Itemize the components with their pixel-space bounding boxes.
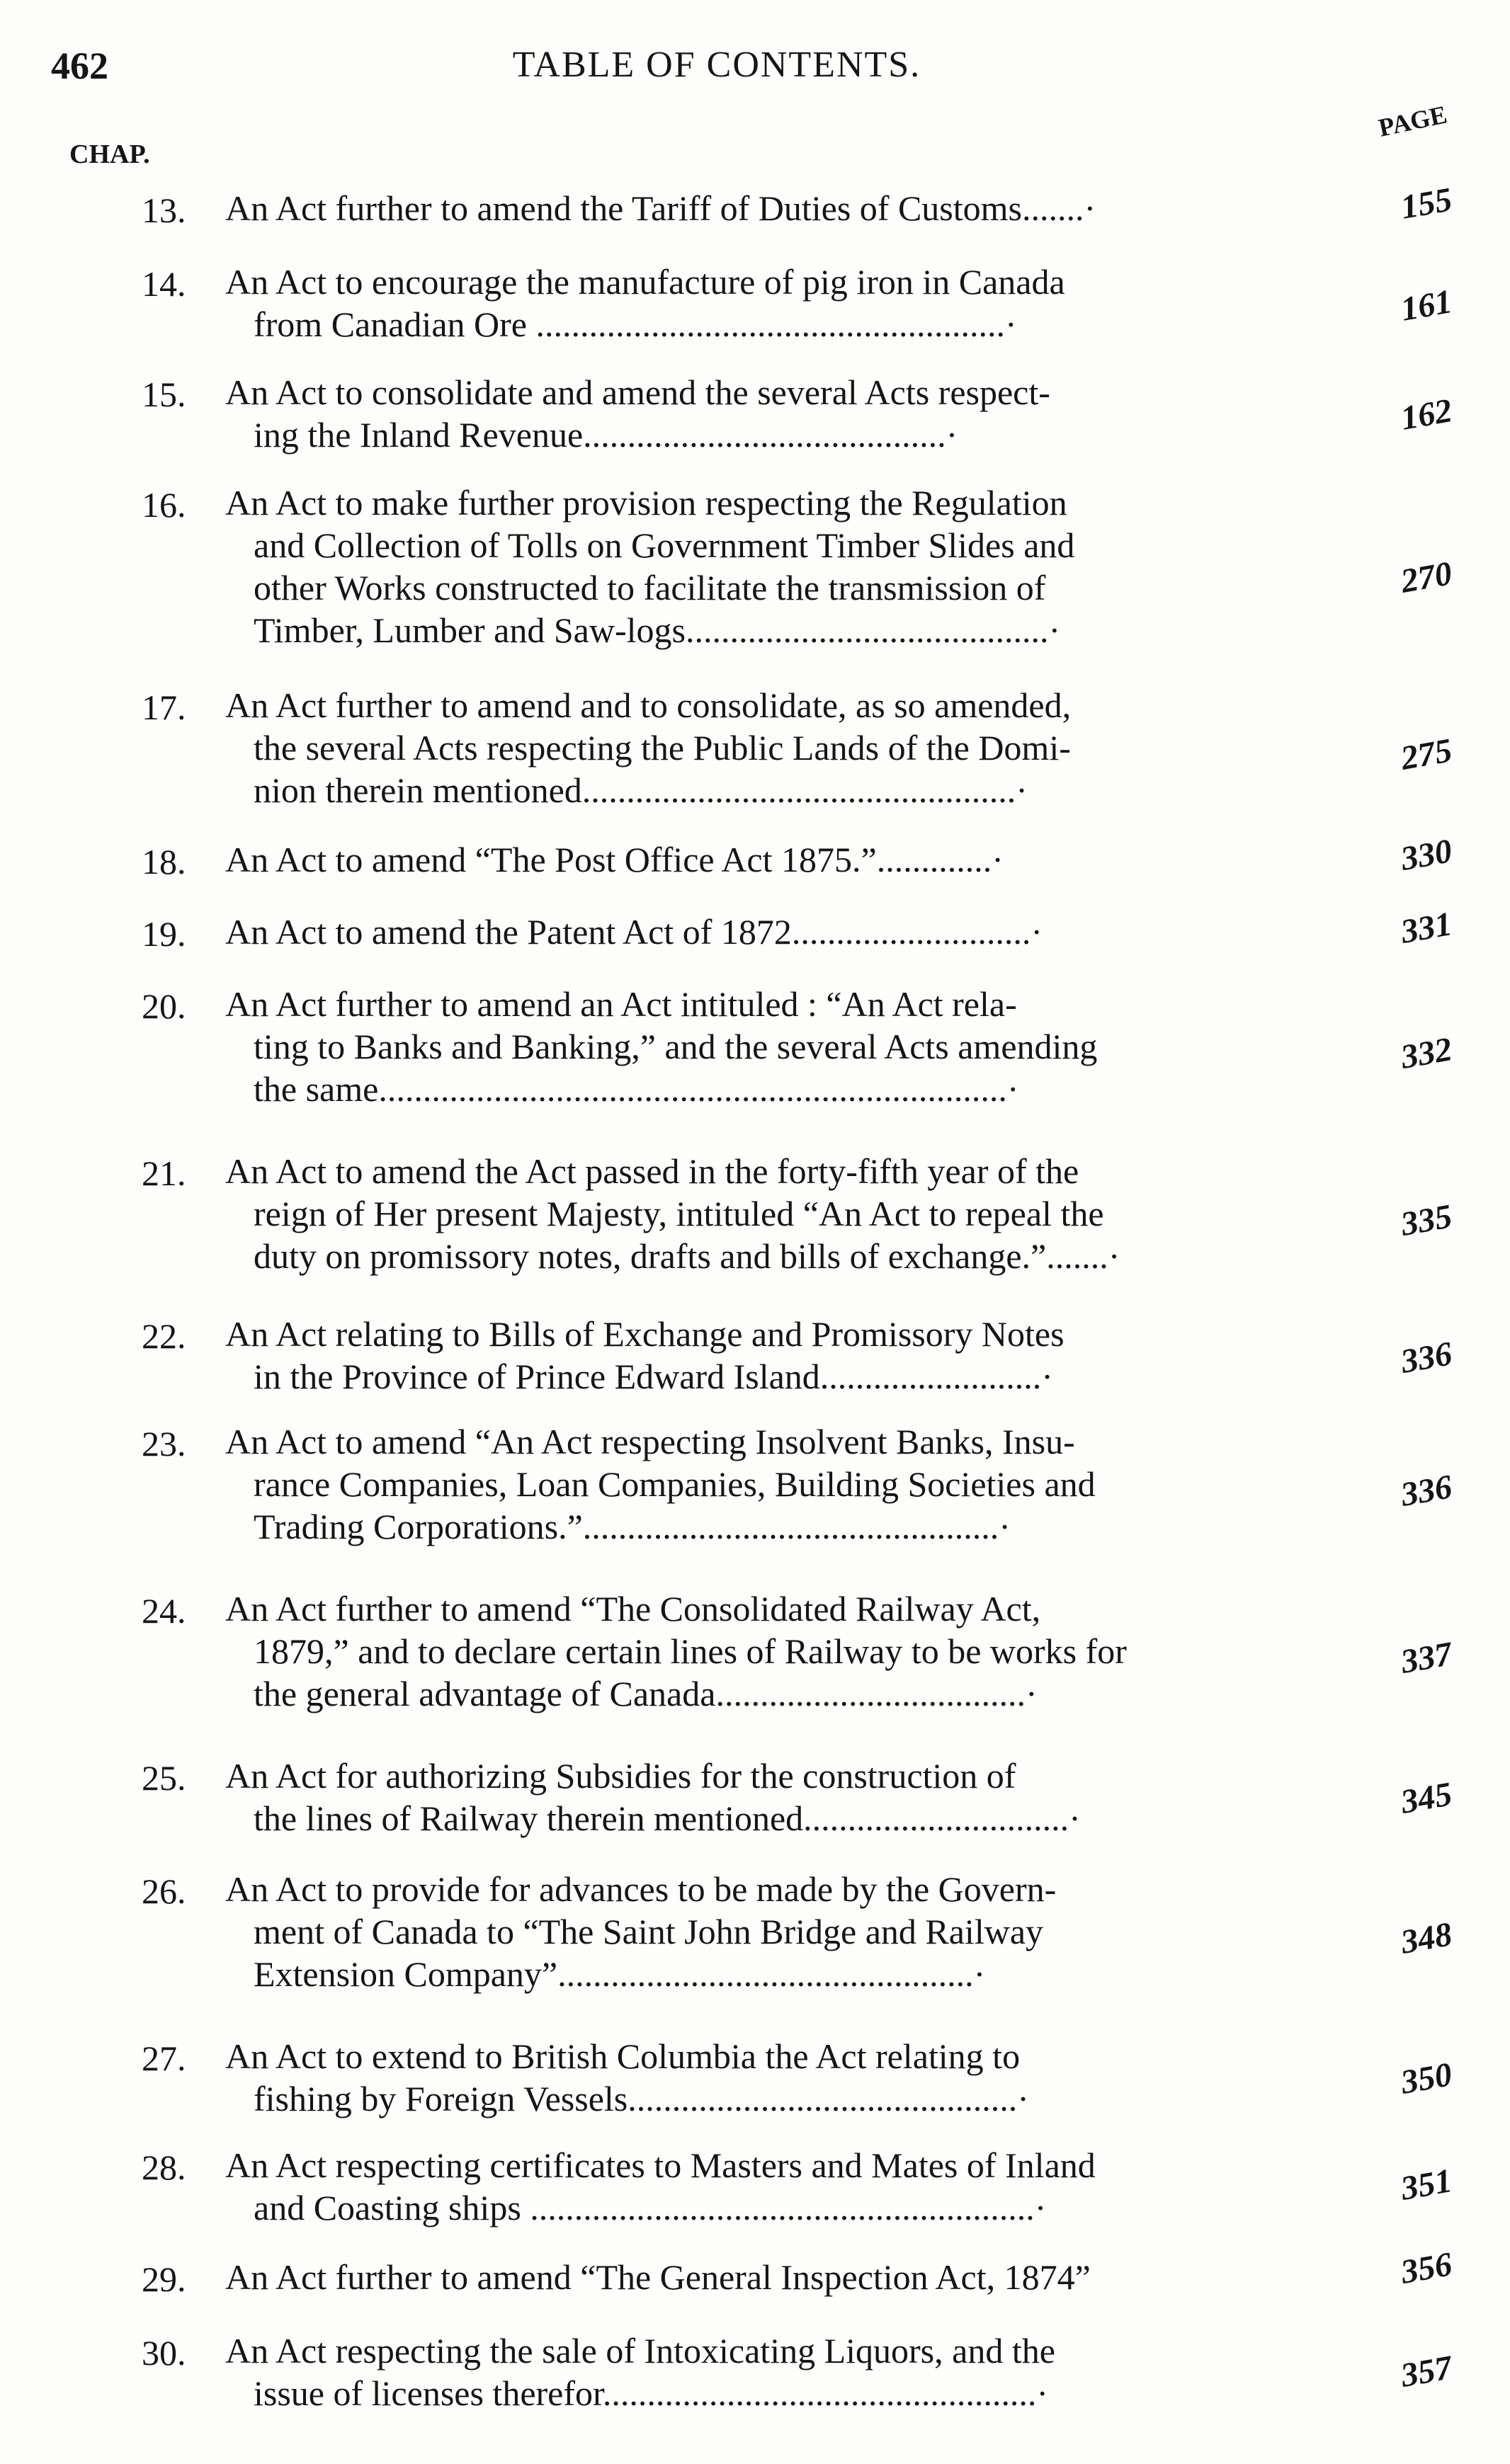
entry-title [225, 983, 1330, 1110]
entry-title-line: An Act to make further provision respecting the Regulation [225, 483, 1067, 523]
entry-title-line: rance Companies, Loan Companies, Building Societies and [254, 1464, 1096, 1504]
entry-title-line: from Canadian Ore .....................................................· [254, 304, 1017, 344]
chapter-number: 13. [142, 190, 186, 230]
running-title: TABLE OF CONTENTS. [512, 45, 921, 85]
page-reference: 350 [1397, 2055, 1455, 2101]
entry-title-line: reign of Her present Majesty, intituled “An Act to repeal the [254, 1194, 1104, 1233]
entry-title-line: nion therein mentioned.................................................· [254, 770, 1028, 810]
entry-title [225, 838, 1330, 881]
entry-title-line: An Act for authorizing Subsidies for the construction of [225, 1756, 1016, 1796]
entry-title [225, 261, 1330, 346]
entry-title-line: the lines of Railway therein mentioned..............................· [254, 1798, 1081, 1838]
chapter-number: 29. [142, 2259, 186, 2299]
chapter-number: 19. [142, 914, 186, 954]
entry-title [225, 1150, 1330, 1277]
entry-title-line: An Act to consolidate and amend the several Acts respect- [225, 372, 1050, 412]
page-reference: 336 [1397, 1335, 1455, 1381]
entry-title [225, 187, 1330, 229]
page-reference: 161 [1397, 283, 1455, 329]
entry-title-line: ing the Inland Revenue.........................................· [254, 415, 958, 455]
entry-title-line: An Act respecting the sale of Intoxicating Liquors, and the [225, 2331, 1055, 2371]
page-reference: 348 [1397, 1915, 1455, 1961]
entry-title [225, 1587, 1330, 1715]
chapter-number: 16. [142, 485, 186, 525]
entry-title-line: An Act further to amend and to consolidate, as so amended, [225, 685, 1072, 725]
entry-title-line: the same.......................................................................· [254, 1069, 1019, 1109]
page-reference: 357 [1397, 2349, 1455, 2395]
entry-title-line: the general advantage of Canada...................................· [254, 1674, 1038, 1713]
chapter-number: 17. [142, 688, 186, 727]
page-reference: 335 [1397, 1197, 1455, 1243]
chapter-number: 27. [142, 2038, 186, 2078]
entry-title [225, 1868, 1330, 1995]
entry-title-line: An Act to provide for advances to be made by the Govern- [225, 1869, 1057, 1909]
page-reference: 337 [1397, 1635, 1455, 1681]
chapter-number: 22. [142, 1316, 186, 1356]
entry-title-line: duty on promissory notes, drafts and bills of exchange.”.......· [254, 1236, 1120, 1276]
entry-title-line: An Act further to amend the Tariff of Duties of Customs.......· [225, 188, 1096, 228]
entry-title-line: An Act relating to Bills of Exchange and Promissory Notes [225, 1314, 1065, 1354]
page-reference: 270 [1397, 554, 1455, 600]
chapter-number: 24. [142, 1591, 186, 1631]
page-reference: 275 [1397, 731, 1455, 777]
entry-title [225, 1755, 1330, 1840]
chapter-number: 15. [142, 375, 186, 414]
entry-title-line: An Act further to amend “The General Inspection Act, 1874” [225, 2257, 1091, 2297]
chap-column-label: CHAP. [69, 139, 150, 169]
page-reference: 336 [1397, 1468, 1455, 1514]
entry-title-line: An Act to amend “The Post Office Act 1875.”.............· [225, 840, 1004, 879]
entry-title-line: An Act to extend to British Columbia the Act relating to [225, 2036, 1021, 2076]
page-header [51, 44, 1383, 101]
chapter-number: 18. [142, 842, 186, 882]
entry-title-line: An Act to amend the Act passed in the forty-fifth year of the [225, 1151, 1079, 1191]
entry-title-line: and Coasting ships .........................................................· [254, 2188, 1047, 2228]
entry-title-line: An Act further to amend “The Consolidated Railway Act, [225, 1589, 1041, 1629]
page-reference: 155 [1397, 181, 1455, 227]
entry-title-line: Timber, Lumber and Saw-logs.........................................· [254, 610, 1061, 650]
entry-title-line: 1879,” and to declare certain lines of Railway to be works for [254, 1631, 1127, 1671]
entry-title-line: An Act to amend the Patent Act of 1872...........................· [225, 912, 1043, 952]
entry-title-line: An Act to encourage the manufacture of pig iron in Canada [225, 262, 1065, 302]
entry-title [225, 684, 1330, 811]
entry-title-line: in the Province of Prince Edward Island.........................· [254, 1357, 1053, 1396]
chapter-number: 14. [142, 264, 186, 304]
entry-title [225, 371, 1330, 456]
entry-title-line: An Act further to amend an Act intituled : “An Act rela- [225, 984, 1017, 1024]
entry-title-line: An Act respecting certificates to Masters and Mates of Inland [225, 2145, 1096, 2185]
page-reference: 351 [1397, 2162, 1455, 2208]
entry-title-line: other Works constructed to facilitate the transmission of [254, 568, 1046, 608]
entry-title-line: ment of Canada to “The Saint John Bridge and Railway [254, 1912, 1044, 1951]
entry-title [225, 2329, 1330, 2414]
entry-title-line: issue of licenses therefor.................................................· [254, 2373, 1049, 2413]
page-reference: 345 [1397, 1775, 1455, 1821]
entry-title [225, 481, 1330, 651]
entry-title-line: fishing by Foreign Vessels............................................· [254, 2079, 1029, 2118]
entry-title-line: ting to Banks and Banking,” and the several Acts amending [254, 1027, 1098, 1066]
entry-title [225, 2256, 1330, 2298]
entry-title-line: An Act to amend “An Act respecting Insolvent Banks, Insu- [225, 1422, 1075, 1461]
page-reference: 162 [1397, 392, 1455, 438]
chapter-number: 23. [142, 1424, 186, 1464]
entry-title [225, 1313, 1330, 1398]
chapter-number: 28. [142, 2148, 186, 2187]
entry-title [225, 2144, 1330, 2229]
chapter-number: 25. [142, 1758, 186, 1798]
page-reference: 356 [1397, 2245, 1455, 2291]
page-reference: 331 [1397, 905, 1455, 951]
page-column-label: PAGE [1375, 100, 1450, 142]
entry-title [225, 2035, 1330, 2120]
entry-title-line: Trading Corporations.”...............................................· [254, 1507, 1011, 1546]
entry-title [225, 911, 1330, 953]
entry-title-line: and Collection of Tolls on Government Timber Slides and [254, 525, 1075, 565]
page-reference: 332 [1397, 1030, 1455, 1076]
page-reference: 330 [1397, 832, 1455, 878]
chapter-number: 21. [142, 1153, 186, 1193]
chapter-number: 26. [142, 1871, 186, 1911]
entry-title-line: the several Acts respecting the Public Lands of the Domi- [254, 728, 1071, 768]
chapter-number: 20. [142, 986, 186, 1026]
chapter-number: 30. [142, 2333, 186, 2373]
entry-title-line: Extension Company”...............................................· [254, 1954, 986, 1994]
page-number: 462 [51, 45, 108, 87]
entry-title [225, 1420, 1330, 1548]
